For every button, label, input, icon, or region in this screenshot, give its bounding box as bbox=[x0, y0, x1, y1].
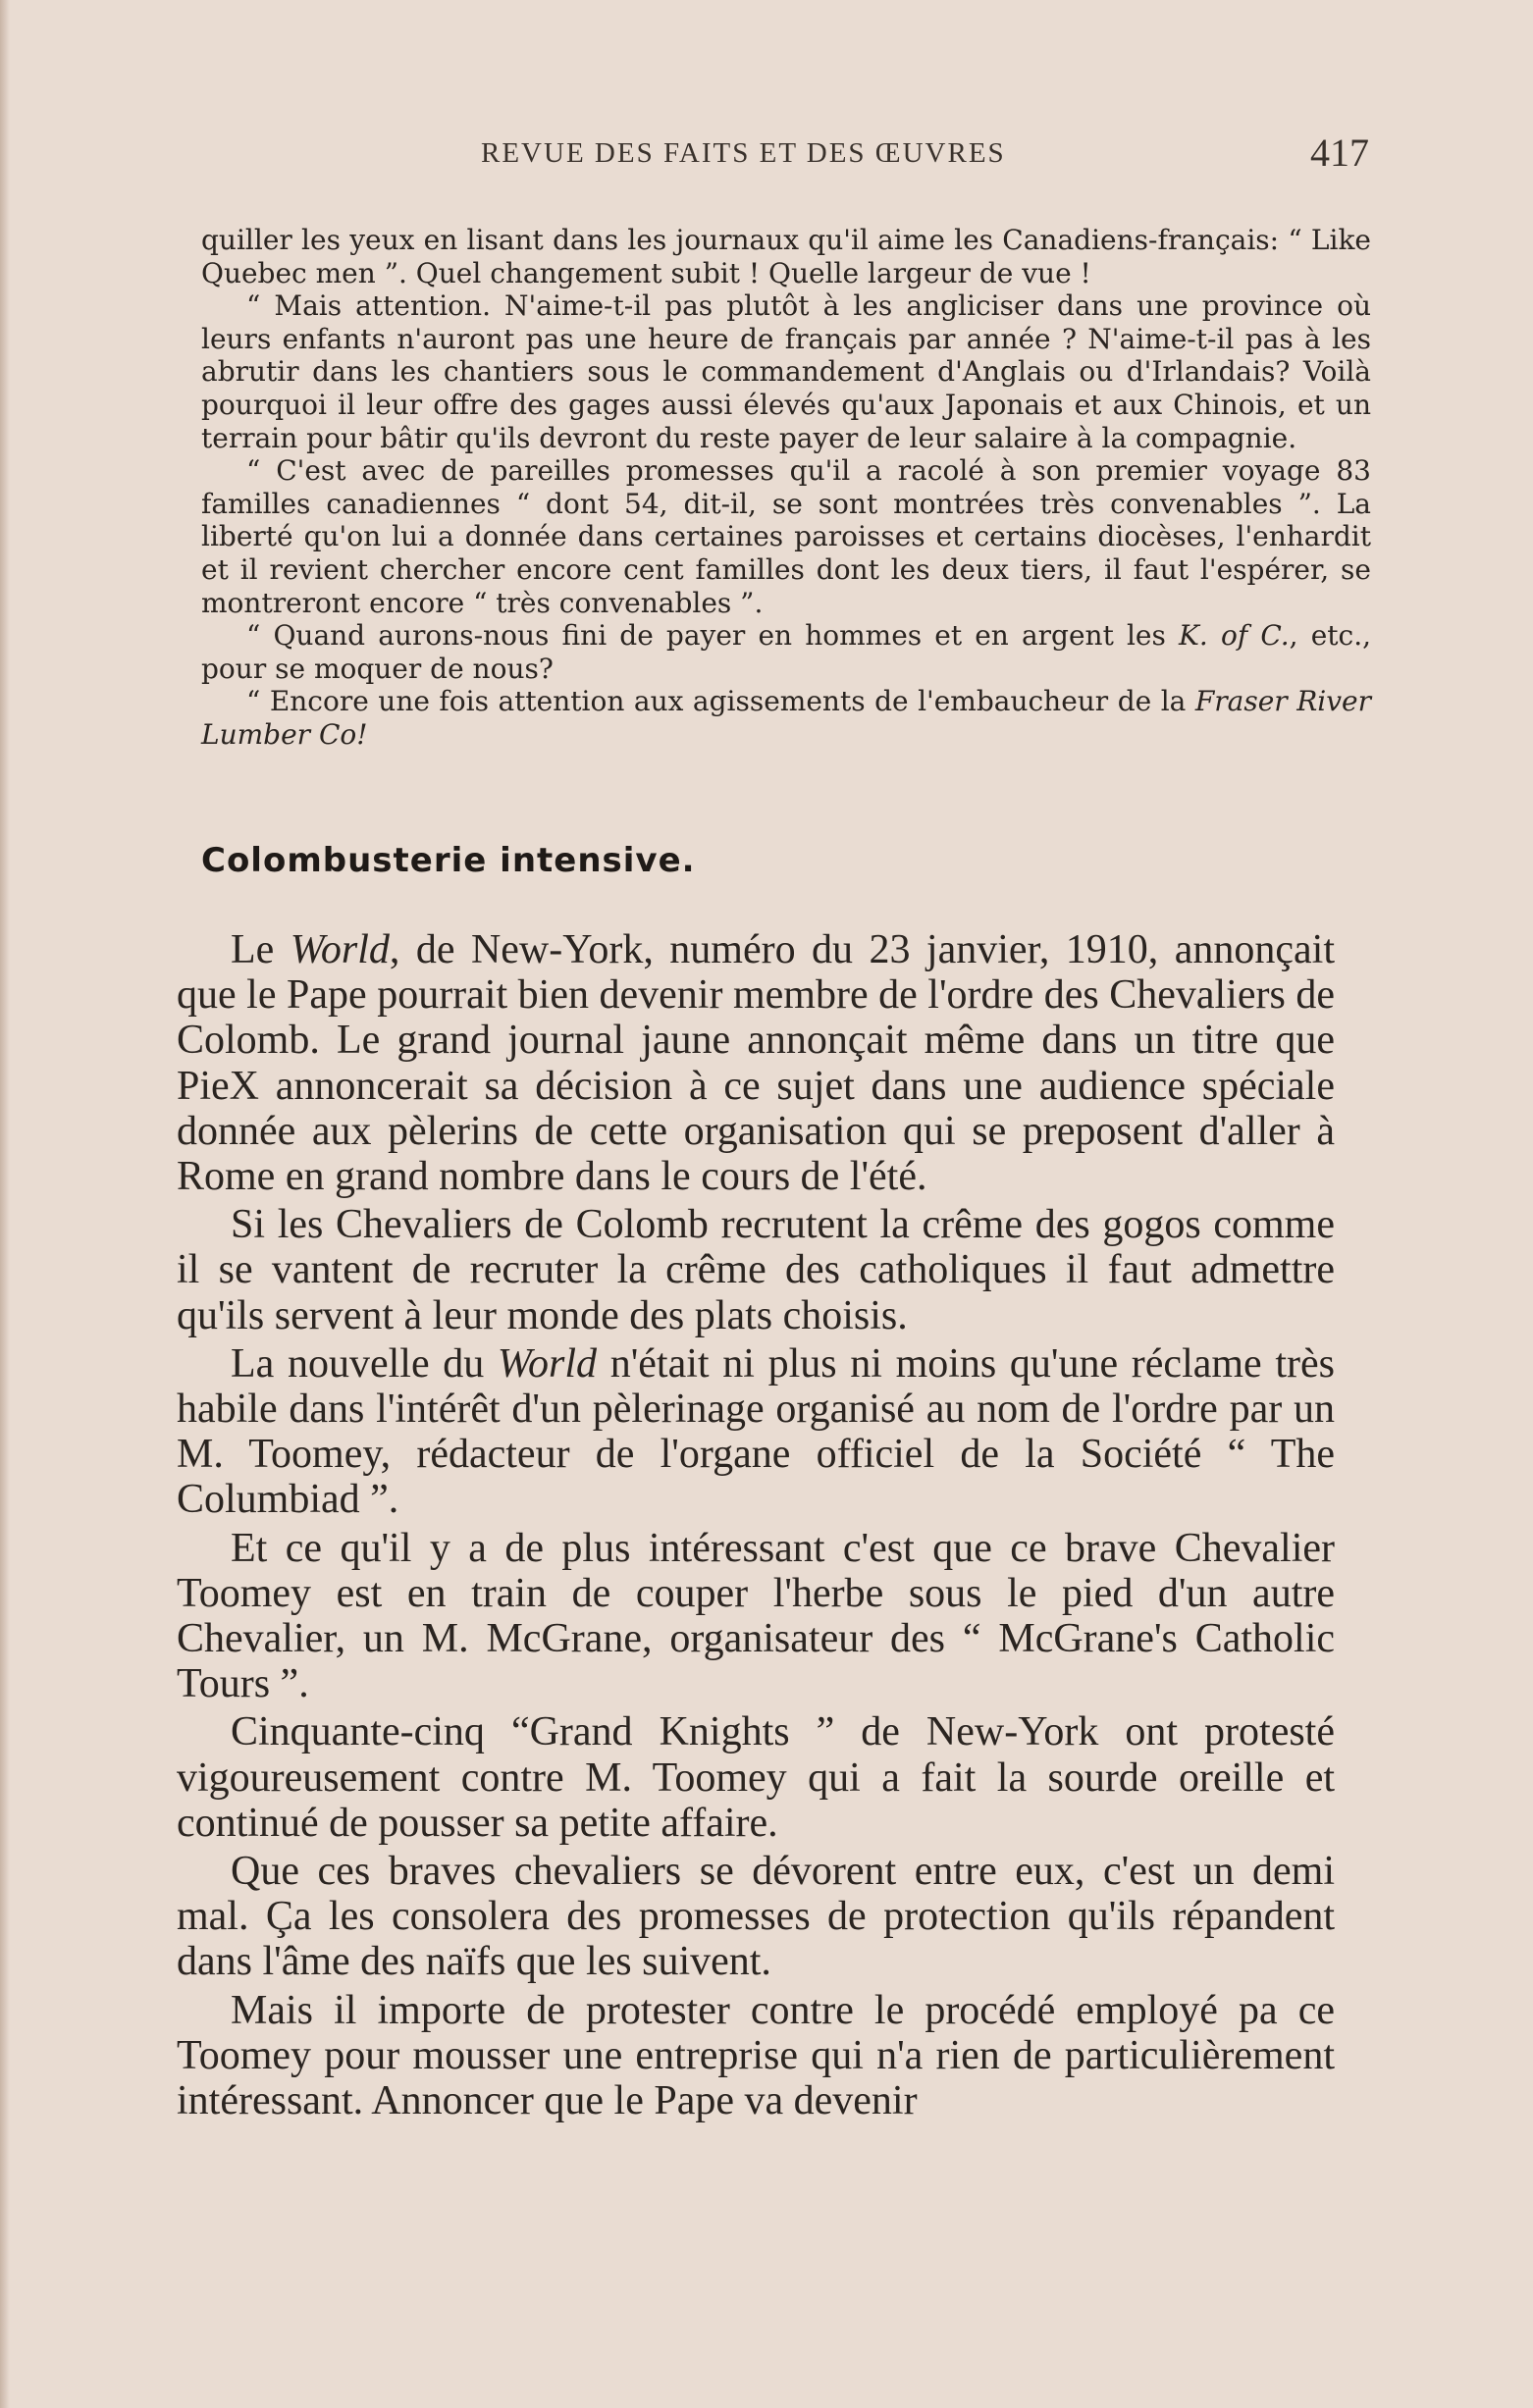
section-title: Colombusterie intensive. bbox=[201, 841, 696, 880]
text-run: “ Quand aurons-nous fini de payer en hommes et en argent les bbox=[246, 619, 1179, 653]
body-paragraph bbox=[177, 927, 1335, 1199]
quoted-paragraph: “ C'est avec de pareilles promesses qu'il a racolé à son premier voyage 83 familles canadiennes “ dont 54, dit-il, se sont montrées très convenables ”. La liberté qu'on lui a donnée dans certaines paroisses et certains diocèses, l'enhardit et il revient chercher encore cent familles dont les deux tiers, il faut l'espérer, se montreront encore “ très convenables ”. bbox=[201, 454, 1371, 619]
italic-run: K. of C. bbox=[1179, 619, 1290, 653]
body-paragraph: Si les Chevaliers de Colomb recrutent la crême des gogos comme il se vantent de recruter la crême des catholiques il faut admettre qu'ils servent à leur monde des plats choisis. bbox=[177, 1202, 1335, 1338]
italic-run: World bbox=[497, 1340, 598, 1387]
italic-run: World bbox=[290, 927, 390, 972]
text-run: La nouvelle du bbox=[231, 1340, 498, 1387]
text-run: , de New-York, numéro du 23 janvier, 1910, annonçait que le Pape pourrait bien devenir membre de l'ordre des Chevaliers de Colomb. Le grand journal jaune annonçait même dans un titre que PieX annoncerait sa décision à ce sujet dans une audience spéciale donnée aux pèlerins de cette organisation qui se preposent d'aller à Rome en grand nombre dans le cours de l'été. bbox=[177, 927, 1336, 1200]
text-run: Le bbox=[231, 927, 291, 972]
quoted-paragraph bbox=[201, 685, 1371, 751]
quoted-paragraph bbox=[201, 619, 1371, 685]
body-paragraph: Cinquante-cinq “Grand Knights ” de New-York ont protesté vigoureusement contre M. Toomey qui a fait la sourde oreille et continué de pousser sa petite affaire. bbox=[177, 1709, 1335, 1846]
page-number: 417 bbox=[1310, 131, 1369, 175]
text-run: , etc., pour se moquer de nous? bbox=[201, 619, 1371, 685]
quoted-paragraph: “ Mais attention. N'aime-t-il pas plutôt à les angliciser dans une province où leurs enfants n'auront pas une heure de français par année ? N'aime-t-il pas à les abrutir dans les chantiers sous le commandement d'Anglais ou d'Irlandais? Voilà pourquoi il leur offre des gages aussi élevés qu'aux Japonais et aux Chinois, et un terrain pour bâtir qu'ils devront du reste payer de leur salaire à la compagnie. bbox=[201, 289, 1371, 454]
text-run: n'était ni plus ni moins qu'une réclame très habile dans l'intérêt d'un pèlerinage organisé au nom de l'ordre par un M. Toomey, rédacteur de l'organe officiel de la Société “ The Columbiad ”. bbox=[177, 1340, 1335, 1523]
body-paragraph bbox=[177, 1341, 1335, 1523]
italic-run: Fraser River Lumber Co! bbox=[201, 685, 1372, 751]
body-paragraph: Et ce qu'il y a de plus intéressant c'est que ce brave Chevalier Toomey est en train de couper l'herbe sous le pied d'un autre Chevalier, un M. McGrane, organisateur des “ McGrane's Catholic Tours ”. bbox=[177, 1525, 1335, 1707]
body-paragraph: Que ces braves chevaliers se dévorent entre eux, c'est un demi mal. Ça les consolera des promesses de protection qu'ils répandent dans l'âme des naïfs que les suivent. bbox=[177, 1849, 1335, 1985]
text-run: “ Encore une fois attention aux agissements de l'embaucheur de la bbox=[246, 685, 1195, 718]
quoted-paragraph: quiller les yeux en lisant dans les journaux qu'il aime les Canadiens-français: “ Like Quebec men ”. Quel changement subit ! Quelle largeur de vue ! bbox=[201, 224, 1371, 289]
body-paragraph: Mais il importe de protester contre le procédé employé pa ce Toomey pour mousser une entreprise qui n'a rien de particulièrement intéressant. Annoncer que le Pape va devenir bbox=[177, 1987, 1335, 2124]
article-body bbox=[177, 927, 1335, 2123]
quoted-block bbox=[201, 224, 1371, 752]
page-edge bbox=[0, 0, 10, 2408]
running-head: REVUE DES FAITS ET DES ŒUVRES bbox=[481, 137, 1006, 169]
